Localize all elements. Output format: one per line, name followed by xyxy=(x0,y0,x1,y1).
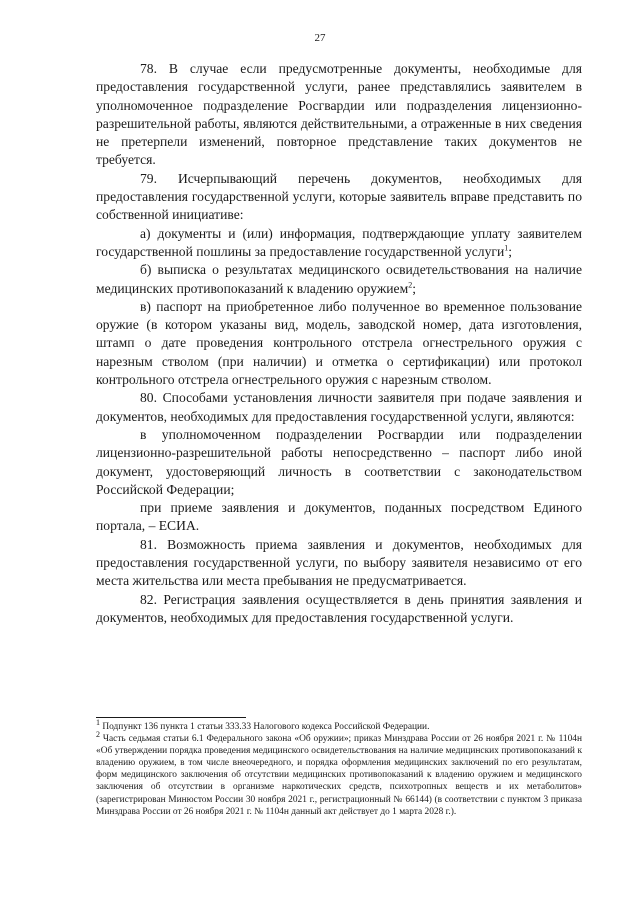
footnote-ref-1: 1 xyxy=(504,243,509,253)
paragraph-78: 78. В случае если предусмотренные документы, необходимые для предоставления государственной услуги, ранее представлялись заявителем в уполномоченное подразделение Росгвардии или подразделения лицензионно-разрешительной работы, являются действительными, а отраженные в них сведения не претерпели изменений, повторное представление таких документов не требуется. xyxy=(96,61,582,168)
paragraph-80: 80. Способами установления личности заявителя при подаче заявления и документов, необходимых для предоставления государственной услуги, являются: xyxy=(96,390,582,424)
footnote-2-text: Часть седьмая статьи 6.1 Федерального закона «Об оружии»; приказ Минздрава России от 26 ноября 2021 г. № 1104н «Об утверждении порядка проведения медицинского освидетельствования на наличие медицинских противопоказаний к владению оружием, в том числе внеочередного, и порядка оформления медицинских заключений по его результатам, форм медицинского заключения об отсутствии медицинских противопоказаний к владению оружием и медицинского заключения об отсутствии в организме наркотических средств, психотропных веществ и их метаболитов» (зарегистрирован Минюстом России 30 ноября 2021 г., регистрационный № 66144) (в соответствии с пунктом 3 приказа Минздрава России от 26 ноября 2021 г. № 1104н данный акт действует до 1 марта 2028 г.). xyxy=(96,734,583,817)
paragraph-80-office: в уполномоченном подразделении Росгвардии или подразделении лицензионно-разрешительной работы непосредственно – паспорт либо иной документ, удостоверяющий личность в соответствии с законодательством Российской Федерации; xyxy=(96,426,582,497)
footnote-divider xyxy=(96,717,246,718)
paragraph-79-a xyxy=(96,225,582,262)
paragraph-79-a-text: а) документы и (или) информация, подтверждающие уплату заявителем государственной пошлины за предоставление государственной услуги xyxy=(96,225,582,259)
paragraph-79-b xyxy=(96,261,582,298)
page-number: 27 xyxy=(314,32,326,44)
paragraph-79-a-tail: ; xyxy=(508,243,512,259)
footnote-2 xyxy=(96,729,583,818)
footnote-ref-2: 2 xyxy=(408,280,413,290)
footnote-mark-2: 2 xyxy=(96,729,100,739)
footnote-mark-1: 1 xyxy=(96,717,100,727)
footnotes xyxy=(96,717,583,818)
paragraph-79-v: в) паспорт на приобретенное либо полученное во временное пользование оружие (в котором указаны вид, модель, заводской номер, дата изготовления, штамп о дате проведения контрольного отстрела огнестрельного оружия с нарезным стволом (при наличии) и отметка о сертификации) или протокол контрольного отстрела огнестрельного оружия с нарезным стволом. xyxy=(96,298,582,388)
paragraph-79: 79. Исчерпывающий перечень документов, необходимых для предоставления государственной услуги, которые заявитель вправе представить по собственной инициативе: xyxy=(96,170,582,223)
paragraph-82: 82. Регистрация заявления осуществляется в день принятия заявления и документов, необходимых для предоставления государственной услуги. xyxy=(96,591,582,625)
paragraph-80-portal: при приеме заявления и документов, поданных посредством Единого портала, – ЕСИА. xyxy=(96,500,582,534)
paragraph-79-b-text: б) выписка о результатах медицинского освидетельствования на наличие медицинских противопоказаний к владению оружием xyxy=(96,262,582,296)
body-text xyxy=(96,60,582,627)
footnote-1-text: Подпункт 136 пункта 1 статьи 333.33 Налогового кодекса Российской Федерации. xyxy=(102,722,430,732)
footnote-1 xyxy=(96,717,582,733)
paragraph-79-b-tail: ; xyxy=(412,280,416,296)
paragraph-81: 81. Возможность приема заявления и документов, необходимых для предоставления государственной услуги, по выбору заявителя независимо от его места жительства или места пребывания не предусматривается. xyxy=(96,536,582,589)
